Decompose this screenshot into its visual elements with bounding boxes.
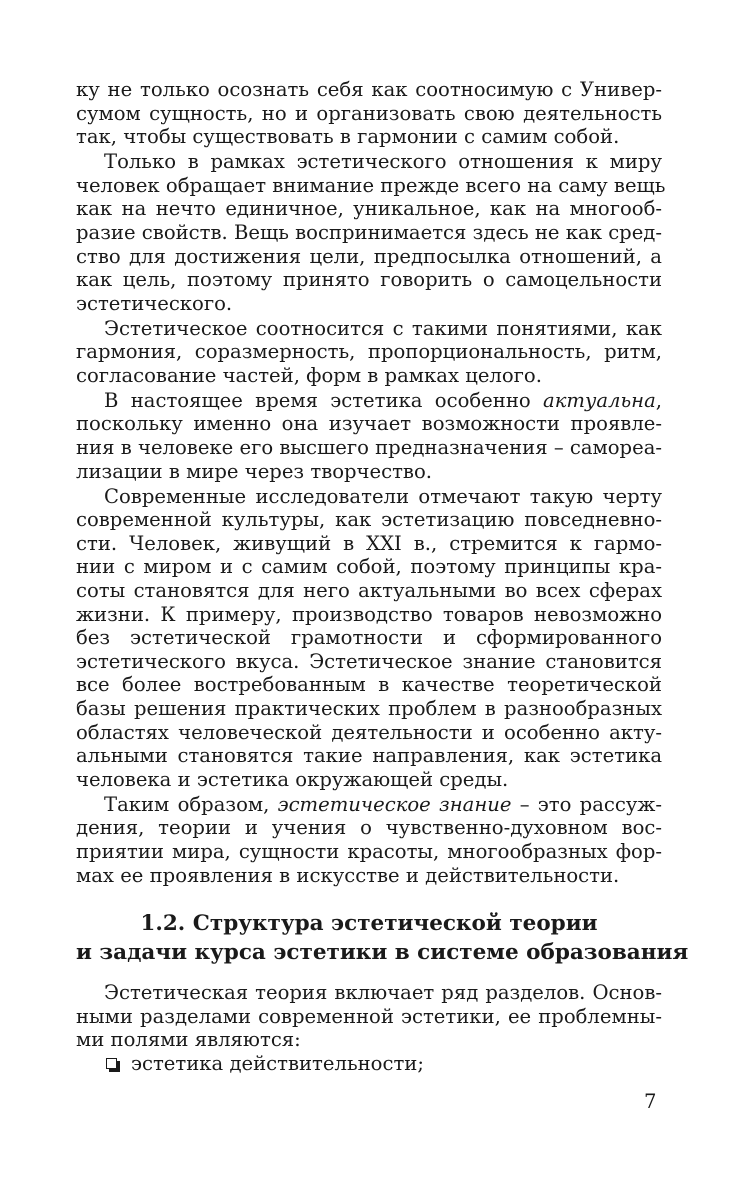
text-line: сумом сущность, но и организовать свою деятельность xyxy=(76,101,662,125)
text-line: Эстетическое соотносится с такими понятиями, как xyxy=(104,316,662,340)
text-line: областях человеческой деятельности и особенно акту- xyxy=(76,720,662,744)
text-line: ку не только осознать себя как соотносимую с Универ- xyxy=(76,78,662,101)
paragraph-6 xyxy=(76,793,662,887)
text-line: без эстетической грамотности и сформированного xyxy=(76,626,662,650)
paragraph-5 xyxy=(76,485,662,792)
paragraph-3 xyxy=(76,317,662,388)
text-run: , xyxy=(655,388,662,412)
paragraph-1 xyxy=(76,78,662,149)
text-line: Только в рамках эстетического отношения к миру xyxy=(104,150,662,174)
text-line: жизни. К примеру, производство товаров невозможно xyxy=(76,602,662,626)
emphasis-text: эстетическое знание xyxy=(277,792,512,816)
text-line: дения, теории и учения о чувственно-духовном вос- xyxy=(76,816,662,840)
text-line: разие свойств. Вещь воспринимается здесь не как сред- xyxy=(76,220,662,244)
text-line: так, чтобы существовать в гармонии с самим собой. xyxy=(76,125,620,149)
text-line xyxy=(76,793,662,817)
text-line: соты становятся для него актуальными во всех сферах xyxy=(76,579,662,603)
paragraph-7 xyxy=(76,981,662,1052)
text-line: ми полями являются: xyxy=(76,1028,301,1052)
text-line: ния в человеке его высшего предназначения – самореа- xyxy=(76,436,662,460)
text-line: согласование частей, форм в рамках целого. xyxy=(76,363,542,387)
text-line: лизации в мире через творчество. xyxy=(76,459,432,483)
text-line: ство для достижения цели, предпосылка отношений, а xyxy=(76,244,662,268)
text-run: Таким образом, xyxy=(104,792,278,816)
text-line: поскольку именно она изучает возможности проявле- xyxy=(76,412,662,436)
text-run: В настоящее время эстетика особенно xyxy=(104,388,544,412)
text-line: Эстетическая теория включает ряд разделов. Основ- xyxy=(104,981,662,1005)
paragraph-2 xyxy=(76,150,666,315)
section-heading-line-1: 1.2. Структура эстетической теории xyxy=(140,911,598,937)
section-heading-line-2: и задачи курса эстетики в системе образования xyxy=(76,940,689,966)
text-line: мах ее проявления в искусстве и действительности. xyxy=(76,863,620,887)
list-item-label: эстетика действительности; xyxy=(131,1051,424,1075)
text-line: гармония, соразмерность, пропорциональность, ритм, xyxy=(76,340,662,364)
text-line: Современные исследователи отмечают такую черту xyxy=(104,484,662,508)
text-line xyxy=(76,389,662,413)
page-body xyxy=(76,78,689,1076)
text-line: как цель, поэтому принято говорить о самоцельности xyxy=(76,268,662,292)
text-line: человека и эстетика окружающей среды. xyxy=(76,767,509,791)
list-item xyxy=(76,1052,662,1076)
text-line: как на нечто единичное, уникальное, как на многооб- xyxy=(76,197,662,221)
text-line: человек обращает внимание прежде всего на саму вещь xyxy=(76,173,666,197)
text-line: ными разделами современной эстетики, ее проблемны- xyxy=(76,1004,662,1028)
emphasis-text: актуальна xyxy=(543,388,656,412)
text-line: базы решения практических проблем в разнообразных xyxy=(76,697,662,720)
text-run: – это рассуж- xyxy=(511,792,663,816)
paragraph-4 xyxy=(76,389,662,483)
text-line: все более востребованным в качестве теоретической xyxy=(76,673,662,697)
checkbox-bullet-icon xyxy=(106,1058,117,1069)
text-line: эстетического вкуса. Эстетическое знание становится xyxy=(76,649,662,673)
section-heading xyxy=(76,909,689,967)
text-line: нии с миром и с самим собой, поэтому принципы кра- xyxy=(76,555,662,579)
text-line: современной культуры, как эстетизацию повседневно- xyxy=(76,508,662,532)
text-line: альными становятся такие направления, как эстетика xyxy=(76,744,662,768)
text-line: приятии мира, сущности красоты, многообразных фор- xyxy=(76,839,662,863)
text-line: сти. Человек, живущий в XXI в., стремится к гармо- xyxy=(76,531,662,555)
page-number: 7 xyxy=(644,1090,657,1113)
text-line: эстетического. xyxy=(76,291,233,315)
